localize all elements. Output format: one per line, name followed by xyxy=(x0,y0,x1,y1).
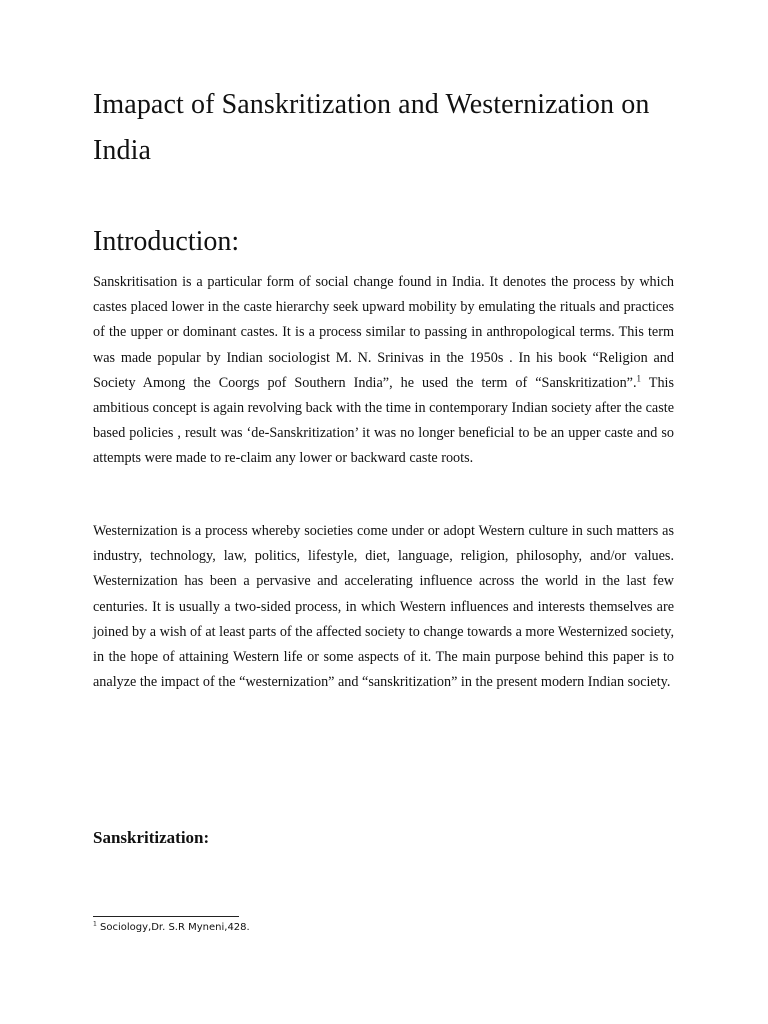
introduction-paragraph-1 xyxy=(93,270,674,472)
footnote-divider xyxy=(93,916,239,917)
paragraph-text-after-ref: This ambitious concept is again revolving back with the time in contemporary Indian society after the caste based policies , result was ‘de-Sanskritization’ it was no longer beneficial to be an upper caste and so attempts were made to re-claim any lower or backward caste roots. xyxy=(93,374,674,467)
footnote xyxy=(93,921,250,935)
introduction-paragraph-2: Westernization is a process whereby societies come under or adopt Western culture in such matters as industry, technology, law, politics, lifestyle, diet, language, religion, philosophy, and/or values. Westernization has been a pervasive and accelerating influence across the world in the last few centuries. It is usually a two-sided process, in which Western influences and interests themselves are joined by a wish of at least parts of the affected society to change towards a more Westernized society, in the hope of attaining Western life or some aspects of it. The main purpose behind this paper is to analyze the impact of the “westernization” and “sanskritization” in the present modern Indian society. xyxy=(93,523,674,691)
footnote-reference[interactable]: 1 xyxy=(636,373,642,384)
footnote-text: Sociology,Dr. S.R Myneni,428. xyxy=(96,922,250,933)
paragraph-text-before-ref: Sanskritisation is a particular form of social change found in India. It denotes the process by which castes placed lower in the caste hierarchy seek upward mobility by emulating the rituals and practices of the upper or dominant castes. It is a process similar to passing in anthropological terms. This term was made popular by Indian sociologist M. N. Srinivas in the 1950s . In his book “Religion and Society Among the Coorgs pof Southern India”, he used the term of “Sanskritization”. xyxy=(93,274,674,391)
footnote-number: 1 xyxy=(93,920,97,928)
sanskritization-heading: Sanskritization: xyxy=(93,828,210,847)
document-title: Imapact of Sanskritization and Westernization on India xyxy=(93,89,650,166)
introduction-heading: Introduction: xyxy=(93,226,240,257)
